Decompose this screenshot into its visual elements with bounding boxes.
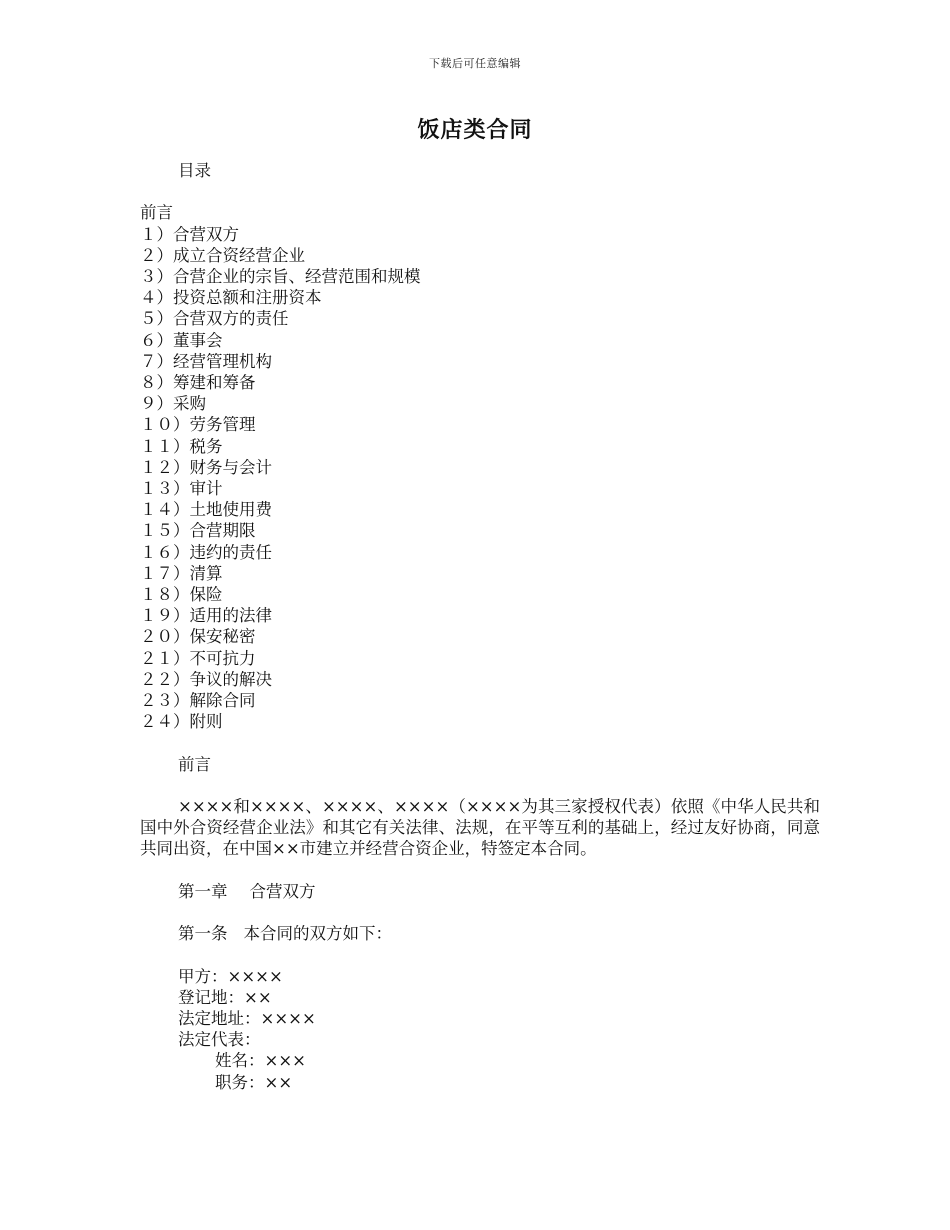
page-header-note: 下载后可任意编辑 bbox=[429, 57, 521, 70]
toc-item: ４）投资总额和注册资本 bbox=[140, 288, 322, 308]
toc-item: １０）劳务管理 bbox=[140, 415, 256, 435]
toc-item: ２４）附则 bbox=[140, 712, 223, 732]
toc-item: １）合营双方 bbox=[140, 224, 239, 244]
toc-item: ２）成立合资经营企业 bbox=[140, 245, 305, 265]
toc-item: １２）财务与会计 bbox=[140, 457, 272, 477]
article-label: 第一条 bbox=[178, 924, 228, 944]
toc-item: ８）筹建和筹备 bbox=[140, 373, 256, 393]
chapter-title: 合营双方 bbox=[249, 881, 316, 901]
toc-item: １４）土地使用费 bbox=[140, 500, 272, 520]
document-title: 饭店类合同 bbox=[417, 117, 533, 143]
toc-item: ７）经营管理机构 bbox=[140, 351, 272, 371]
toc-item: １３）审计 bbox=[140, 479, 223, 499]
party-a-rep-label: 法定代表： bbox=[178, 1030, 261, 1050]
toc-item: ２３）解除合同 bbox=[140, 691, 256, 711]
document-body bbox=[140, 160, 820, 1093]
toc-item: 前言 bbox=[140, 203, 173, 223]
toc-item: ３）合营企业的宗旨、经营范围和规模 bbox=[140, 267, 421, 286]
toc-item: ９）采购 bbox=[140, 394, 206, 414]
toc-item: １５）合营期限 bbox=[140, 521, 256, 541]
toc-item: ２２）争议的解决 bbox=[140, 669, 272, 689]
preface-paragraph: ××××和××××、××××、××××（××××为其三家授权代表）依照《中华人民共和国中外合资经营企业法》和其它有关法律、法规，在平等互利的基础上，经过友好协商，同意共同出资，在中国××市建立并经营合资企业，特签定本合同。 bbox=[140, 797, 820, 859]
chapter-label: 第一章 bbox=[178, 881, 228, 901]
article-heading bbox=[140, 923, 820, 944]
party-a-name: 甲方：×××× bbox=[178, 966, 283, 986]
party-a-registration: 登记地：×× bbox=[178, 987, 272, 1007]
party-a-rep-name: 姓名：××× bbox=[215, 1051, 306, 1071]
toc-item: ６）董事会 bbox=[140, 330, 223, 350]
preface-heading: 前言 bbox=[178, 754, 211, 774]
toc-item: １６）违约的责任 bbox=[140, 542, 272, 562]
toc-item: １８）保险 bbox=[140, 585, 223, 605]
toc-item: ２１）不可抗力 bbox=[140, 648, 256, 668]
article-title: 本合同的双方如下： bbox=[243, 924, 392, 944]
toc-item: ２０）保安秘密 bbox=[140, 627, 256, 647]
toc-item: １９）适用的法律 bbox=[140, 606, 272, 626]
toc-item: １１）税务 bbox=[140, 436, 223, 456]
table-of-contents bbox=[140, 202, 820, 732]
party-a-rep-title: 职务：×× bbox=[215, 1072, 293, 1092]
party-a-address: 法定地址：×××× bbox=[178, 1009, 316, 1029]
toc-item: ５）合营双方的责任 bbox=[140, 309, 289, 329]
toc-label: 目录 bbox=[178, 161, 211, 180]
toc-item: １７）清算 bbox=[140, 563, 223, 583]
chapter-heading bbox=[140, 881, 820, 902]
